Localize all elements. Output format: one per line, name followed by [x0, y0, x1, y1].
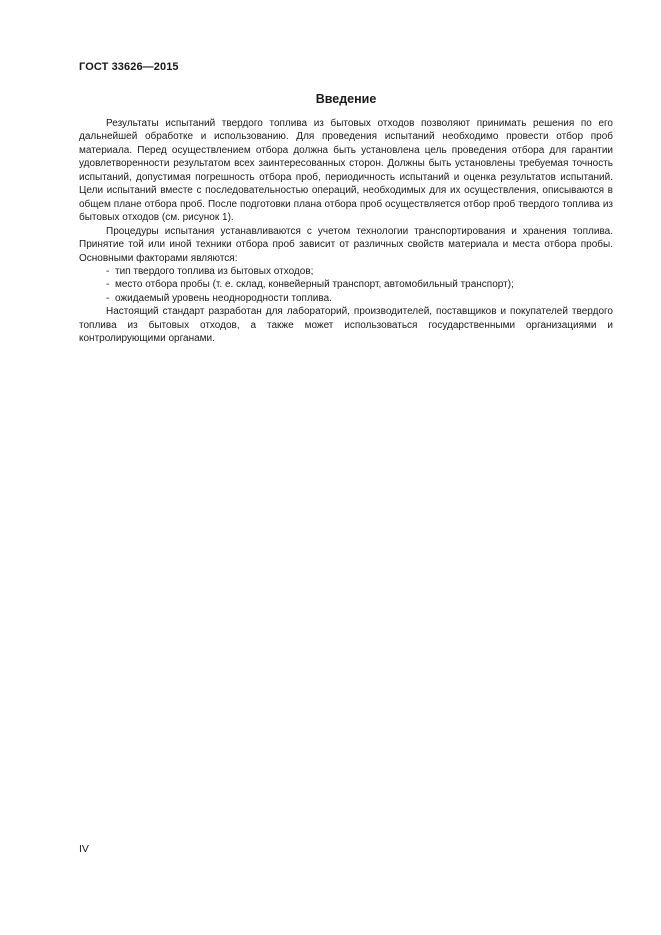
- factors-list: [79, 265, 613, 305]
- list-item-text: тип твердого топлива из бытовых отходов;: [115, 265, 314, 277]
- paragraph-procedures: Процедуры испытания устанавливаются с учетом технологии транспортирования и хранения топлива. Принятие той или иной техники отбора проб зависит от различных свойств материала и места отбора пробы. Основными факторами являются:: [79, 225, 613, 264]
- introduction-body: [79, 117, 613, 346]
- page-number: IV: [79, 843, 89, 855]
- standard-header: ГОСТ 33626—2015: [79, 61, 179, 73]
- list-item-text: ожидаемый уровень неоднородности топлива.: [115, 292, 332, 304]
- list-item: [79, 265, 613, 278]
- list-item-text: место отбора пробы (т. е. склад, конвейерный транспорт, автомобильный транспорт);: [115, 279, 514, 291]
- paragraph-scope: Настоящий стандарт разработан для лабораторий, производителей, поставщиков и покупателей твердого топлива из бытовых отходов, а также может использоваться государственными организациями и контролирующими органами.: [79, 306, 613, 345]
- list-dash: -: [106, 279, 110, 291]
- paragraph-test-results: Результаты испытаний твердого топлива из бытовых отходов позволяют принимать решения по его дальнейшей обработке и использованию. Для проведения испытаний необходимо провести отбор проб материала. Перед осуществлением отбора должна быть установлена цель проведения отбора для гарантии удовлетворенности результатом всех заинтересованных сторон. Должны быть установлены требуемая точность испытаний, допустимая погрешность отбора проб, периодичность испытаний и оценка результатов испытаний. Цели испытаний вместе с последовательностью операций, необходимых для их осуществления, описываются в общем плане отбора проб. После подготовки плана отбора проб осуществляется отбор проб твердого топлива из бытовых отходов (см. рисунок 1).: [79, 118, 613, 224]
- list-item: [79, 292, 613, 305]
- list-dash: -: [106, 265, 110, 277]
- list-item: [79, 278, 613, 291]
- section-title: Введение: [315, 92, 377, 106]
- list-dash: -: [106, 292, 110, 304]
